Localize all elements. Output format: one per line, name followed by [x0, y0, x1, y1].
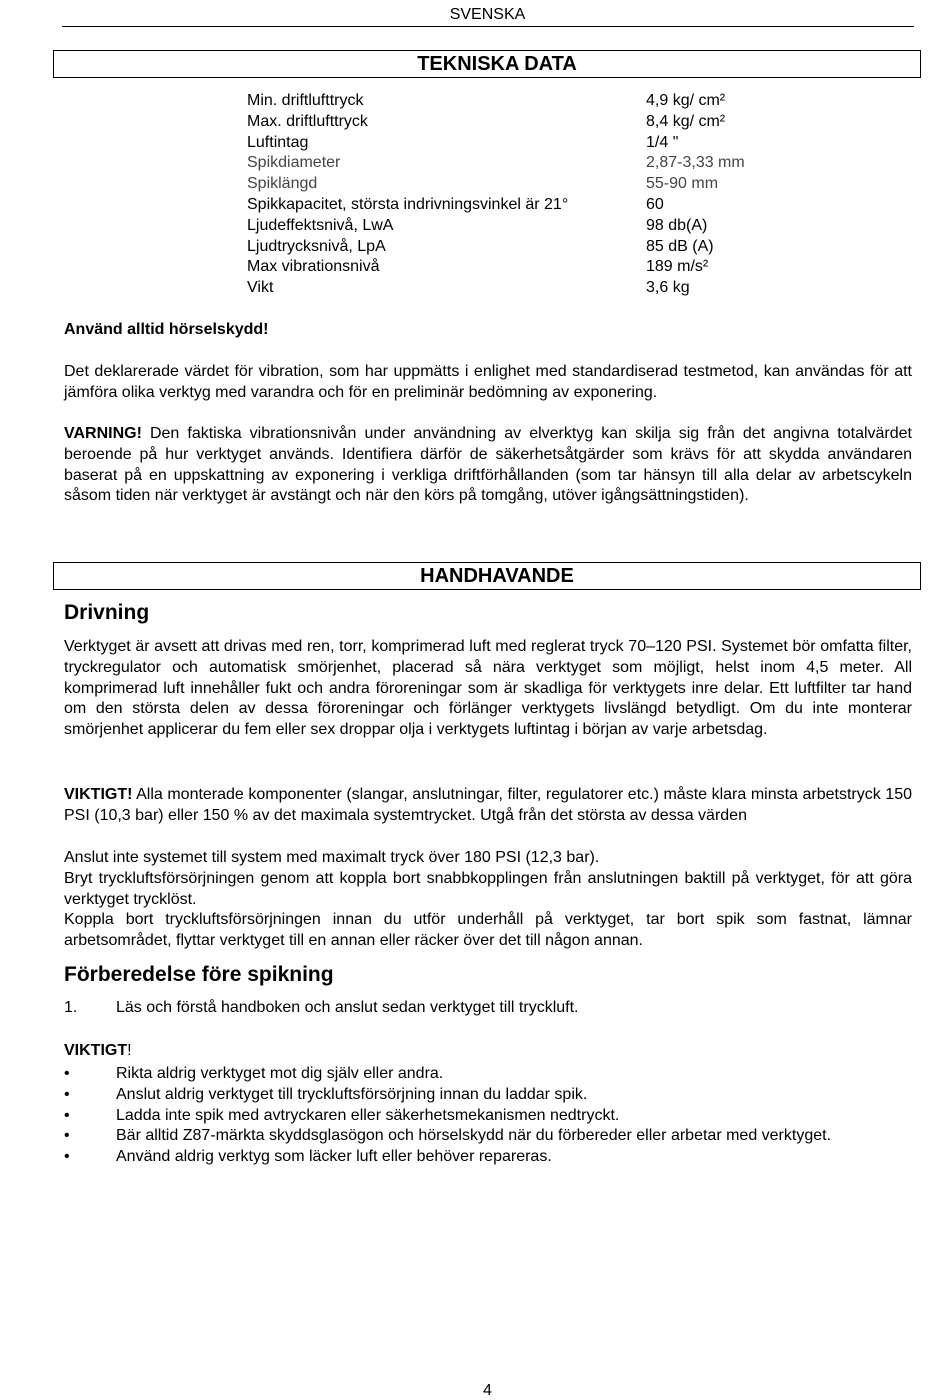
important2-line: [64, 1041, 912, 1062]
spec-label: Max. driftlufttryck: [247, 112, 368, 130]
spec-value: 3,6 kg: [646, 279, 690, 297]
spec-label: Spikkapacitet, största indrivningsvinkel är 21°: [247, 195, 569, 213]
bullet-item: [64, 1126, 912, 1147]
spec-value: 8,4 kg/ cm²: [646, 112, 726, 130]
warning-label: VARNING!: [64, 425, 142, 442]
warning-paragraph: [64, 424, 912, 507]
header-divider: [62, 26, 914, 27]
spec-value: 85 dB (A): [646, 237, 714, 255]
tech-data-title: TEKNISKA DATA: [417, 53, 577, 75]
bullet-list: [64, 1064, 912, 1168]
disconnect-paragraph: Bryt tryckluftsförsörjningen genom att koppla bort snabbkopplingen från anslutningen baktill på verktyget, för att göra verktyget trycklöst.: [64, 870, 912, 908]
bullet-item: [64, 1064, 912, 1085]
spec-label: Max vibrationsnivå: [247, 258, 380, 276]
bullet-text: Ladda inte spik med avtryckaren eller säkerhetsmekanismen nedtryckt.: [116, 1106, 620, 1124]
bullet-text: Rikta aldrig verktyget mot dig själv eller andra.: [116, 1065, 444, 1082]
bullet-text: Bär alltid Z87-märkta skyddsglasögon och hörselskydd när du förbereder eller arbetar med verktyget.: [116, 1127, 832, 1145]
important-text: Alla monterade komponenter (slangar, anslutningar, filter, regulatorer etc.) måste klara minsta arbetstryck 150 PSI (10,3 bar) eller 150 % av det maximala systemtrycket. Utgå från det största av dessa värden: [64, 786, 912, 824]
tech-data-title-box: [53, 50, 921, 78]
bullet-item: [64, 1085, 912, 1106]
spec-label: Ljudeffektsnivå, LwA: [247, 216, 394, 234]
bullet-icon: •: [64, 1127, 70, 1145]
prep-heading: Förberedelse före spikning: [64, 963, 334, 986]
spec-label: Vikt: [247, 279, 274, 297]
spec-value: 55-90 mm: [646, 175, 719, 193]
spec-label: Ljudtrycksnivå, LpA: [247, 237, 386, 255]
bullet-item: [64, 1147, 912, 1168]
hearing-protection-note: Använd alltid hörselskydd!: [64, 321, 269, 338]
spec-label: Min. driftlufttryck: [247, 92, 364, 109]
page-number: 4: [483, 1382, 492, 1399]
important2-label: VIKTIGT: [64, 1042, 128, 1059]
bullet-item: [64, 1106, 912, 1127]
important-paragraph: [64, 785, 912, 827]
spec-value: 189 m/s²: [646, 258, 709, 276]
spec-value: 4,9 kg/ cm²: [646, 92, 726, 109]
spec-value: 2,87-3,33 mm: [646, 154, 745, 172]
bullet-icon: •: [64, 1065, 70, 1082]
max-pressure-line: Anslut inte systemet till system med maximalt tryck över 180 PSI (12,3 bar).: [64, 849, 600, 866]
bullet-icon: •: [64, 1085, 70, 1103]
drive-heading: Drivning: [64, 601, 150, 624]
handling-title-box: [53, 562, 921, 590]
spec-value: 60: [646, 195, 664, 213]
handling-title: HANDHAVANDE: [420, 565, 574, 587]
bullet-icon: •: [64, 1106, 70, 1124]
bullet-text: Anslut aldrig verktyget till tryckluftsförsörjning innan du laddar spik.: [116, 1085, 588, 1103]
spec-label: Spiklängd: [247, 175, 318, 193]
important-label: VIKTIGT!: [64, 786, 133, 803]
maintenance-paragraph: Koppla bort tryckluftsförsörjningen innan du utför underhåll på verktyget, tar bort spik som fastnat, lämnar arbetsområdet, flyttar verktyget till en annan eller räcker över det till någon annan.: [64, 911, 912, 949]
important2-suffix: !: [127, 1042, 132, 1059]
spec-value: 98 db(A): [646, 216, 708, 234]
spec-value: 1/4 ": [646, 133, 679, 151]
vibration-paragraph: Det deklarerade värdet för vibration, som har uppmätts i enlighet med standardiserad testmetod, kan användas för att jämföra olika verktyg med varandra och för en preliminär bedömning av exponering.: [64, 363, 912, 401]
drive-paragraph: Verktyget är avsett att drivas med ren, torr, komprimerad luft med reglerat tryck 70–120 PSI. Systemet bör omfatta filter, tryckregulator och automatisk smörjenhet, placerad så nära verktyget som möjligt, helst inom 4,5 meter. All komprimerad luft innehåller fukt och andra föroreningar som är skadliga för verktygets inre delar. Ett luftfilter tar hand om den största delen av dessa föroreningar och förlänger verktygets livslängd betydligt. Om du inte monterar smörjenhet applicerar du fem eller sex droppar olja i verktygets luftintag i början av varje arbetsdag.: [64, 638, 912, 739]
list-item-text: Läs och förstå handboken och anslut sedan verktyget till tryckluft.: [116, 999, 579, 1016]
list-item-number: 1.: [64, 999, 78, 1016]
page-header-language: SVENSKA: [449, 6, 526, 23]
warning-text: Den faktiska vibrationsnivån under användning av elverktyg kan skilja sig från det angivna totalvärdet beroende på hur verktyget används. Identifiera därför de säkerhetsåtgärder som krävs för att skydda användaren baserat på en uppskattning av exponering i verkliga driftförhållanden (som tar hänsyn till alla delar av arbetscykeln såsom tiden när verktyget är avstängt och när den körs på tomgång, utöver igångsättningstiden).: [64, 425, 912, 505]
bullet-text: Använd aldrig verktyg som läcker luft eller behöver repareras.: [116, 1148, 552, 1166]
bullet-icon: •: [64, 1148, 70, 1166]
spec-label: Spikdiameter: [247, 154, 341, 172]
spec-label: Luftintag: [247, 133, 309, 151]
